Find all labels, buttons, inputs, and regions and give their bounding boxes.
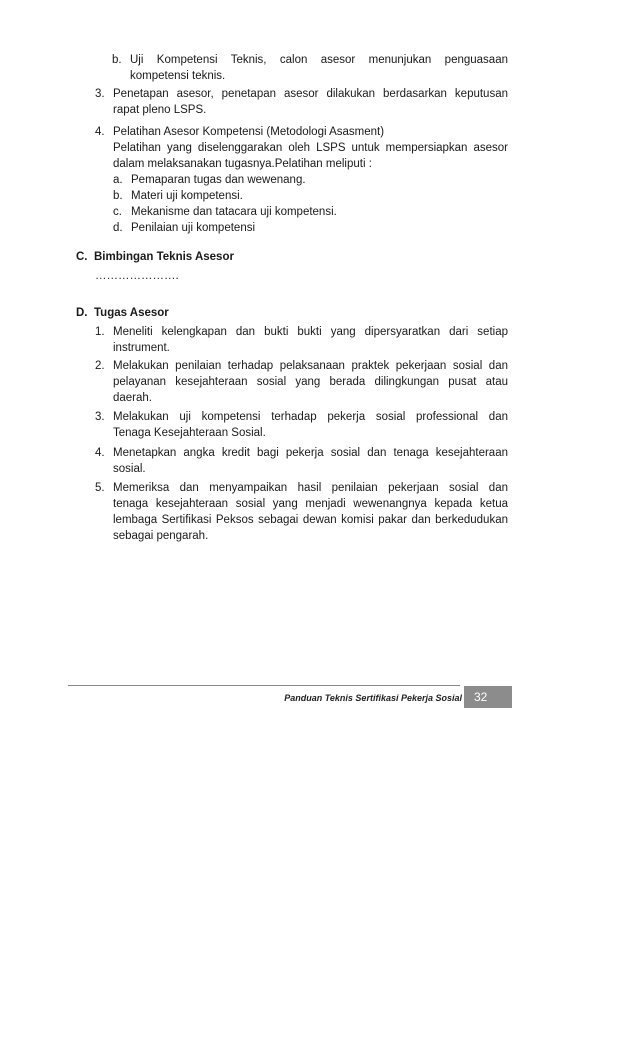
list-marker: 1. xyxy=(95,326,105,338)
list-text: Uji Kompetensi Teknis, calon asesor menunjukan penguasaan xyxy=(130,54,508,66)
list-text: Menetapkan angka kredit bagi pekerja sosial dan tenaga kesejahteraan xyxy=(113,447,508,459)
sub-list-text: Mekanisme dan tatacara uji kompetensi. xyxy=(131,206,337,218)
list-text: kompetensi teknis. xyxy=(130,70,226,82)
list-marker: 2. xyxy=(95,360,105,372)
list-marker: 4. xyxy=(95,126,105,138)
list-text: Penetapan asesor, penetapan asesor dilakukan berdasarkan keputusan xyxy=(113,88,508,100)
list-text: dalam melaksanakan tugasnya.Pelatihan meliputi : xyxy=(113,158,372,170)
sub-list-item xyxy=(113,204,508,220)
section-heading xyxy=(76,305,169,321)
list-item xyxy=(95,409,508,441)
placeholder-text: …………………. xyxy=(95,270,179,282)
sub-list-marker: c. xyxy=(113,206,122,218)
sub-list-marker: d. xyxy=(113,222,123,234)
page-number: 32 xyxy=(464,686,512,708)
sub-list-marker: a. xyxy=(113,174,123,186)
section-heading xyxy=(76,249,234,265)
list-text: lembaga Sertifikasi Peksos sebagai dewan komisi pakar dan berkedudukan xyxy=(113,514,508,526)
sub-list-item xyxy=(113,172,508,188)
list-item xyxy=(95,124,508,236)
footer-divider xyxy=(68,685,460,686)
list-text: Meneliti kelengkapan dan bukti bukti yang dipersyaratkan dari setiap xyxy=(113,326,508,338)
section-title: Tugas Asesor xyxy=(94,307,169,319)
sub-list-item xyxy=(113,220,508,236)
list-text: Tenaga Kesejahteraan Sosial. xyxy=(113,427,266,439)
list-item xyxy=(112,52,508,84)
list-marker: b. xyxy=(112,54,122,66)
sub-list-text: Pemaparan tugas dan wewenang. xyxy=(131,174,306,186)
sub-list-text: Materi uji kompetensi. xyxy=(131,190,243,202)
list-item xyxy=(95,86,508,118)
list-item xyxy=(95,324,508,356)
list-text: Melakukan penilaian terhadap pelaksanaan praktek pekerjaan sosial dan xyxy=(113,360,508,372)
sub-list-text: Penilaian uji kompetensi xyxy=(131,222,256,234)
section-letter: C. xyxy=(76,251,88,263)
sub-list-item xyxy=(113,188,508,204)
list-text: Melakukan uji kompetensi terhadap pekerja sosial professional dan xyxy=(113,411,508,423)
list-marker: 5. xyxy=(95,482,105,494)
list-item xyxy=(95,358,508,406)
list-marker: 3. xyxy=(95,411,105,423)
sub-list-marker: b. xyxy=(113,190,123,202)
list-text: pelayanan kesejahteraan sosial yang berada dilingkungan pusat atau xyxy=(113,376,508,388)
list-item xyxy=(95,445,508,477)
list-text: sebagai pengarah. xyxy=(113,530,209,542)
list-text: tenaga kesejahteraan sosial yang menjadi wewenangnya kepada ketua xyxy=(113,498,508,510)
section-letter: D. xyxy=(76,307,88,319)
list-item xyxy=(95,480,508,544)
list-text: daerah. xyxy=(113,392,153,404)
list-item-title: Pelatihan Asesor Kompetensi (Metodologi Asasment) xyxy=(113,126,385,138)
list-text: Pelatihan yang diselenggarakan oleh LSPS untuk mempersiapkan asesor xyxy=(113,142,508,154)
footer-title: Panduan Teknis Sertifikasi Pekerja Sosial xyxy=(284,693,462,703)
list-text: rapat pleno LSPS. xyxy=(113,104,207,116)
list-text: instrument. xyxy=(113,342,170,354)
list-text: Memeriksa dan menyampaikan hasil penilaian pekerjaan sosial dan xyxy=(113,482,508,494)
list-text: sosial. xyxy=(113,463,146,475)
list-marker: 4. xyxy=(95,447,105,459)
list-marker: 3. xyxy=(95,88,105,100)
section-title: Bimbingan Teknis Asesor xyxy=(94,251,234,263)
